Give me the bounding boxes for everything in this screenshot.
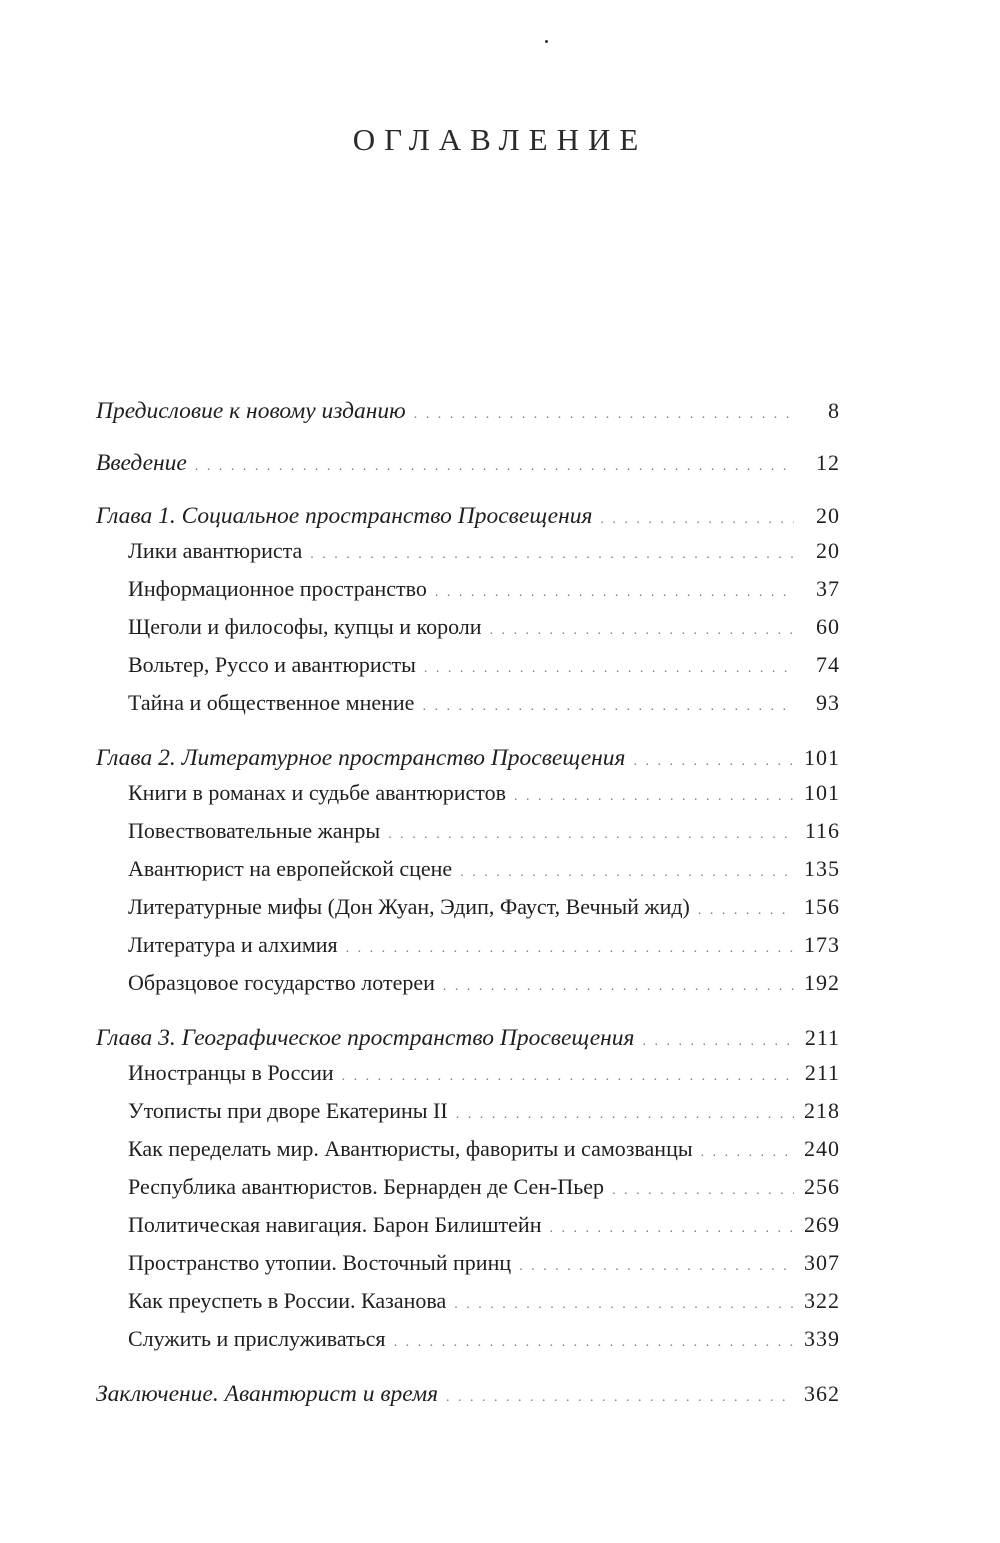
- toc-entry-label: Пространство утопии. Восточный принц: [128, 1250, 512, 1275]
- toc-entry-page: 101: [804, 745, 840, 770]
- toc-entry-page: 218: [804, 1098, 840, 1123]
- toc-entry-label: Республика авантюристов. Бернарден де Сен-Пьер: [128, 1174, 605, 1199]
- toc-dot-leader: [698, 904, 794, 918]
- toc-entry-page: 20: [816, 503, 840, 528]
- toc-entry-introduction[interactable]: [96, 452, 840, 476]
- toc-entry-page: 8: [828, 398, 840, 423]
- toc-entry-page: 116: [804, 818, 840, 843]
- toc-entry-page: 135: [804, 856, 840, 881]
- toc-dot-leader: [346, 942, 794, 956]
- toc-entry-page: 211: [804, 1025, 840, 1050]
- toc-entry-page: 93: [816, 690, 840, 715]
- toc-dot-leader: [642, 1035, 794, 1049]
- toc-entry-label: Как преуспеть в России. Казанова: [128, 1288, 447, 1313]
- toc-entry-label: Литература и алхимия: [128, 932, 338, 957]
- toc-dot-leader: [454, 1298, 794, 1312]
- toc-entry-label: Предисловие к новому изданию: [96, 398, 406, 424]
- toc-entry-page: 322: [804, 1288, 840, 1313]
- toc-entry-label: Как переделать мир. Авантюристы, фавориты и самозванцы: [128, 1136, 693, 1161]
- toc-entry-section[interactable]: [128, 782, 840, 804]
- toc-entry-page: 269: [804, 1212, 840, 1237]
- toc-entry-page: 240: [804, 1136, 840, 1161]
- toc-entry-page: 307: [804, 1250, 840, 1275]
- toc-entry-section[interactable]: [128, 858, 840, 880]
- toc-dot-leader: [600, 513, 794, 527]
- toc-entry-page: 12: [816, 450, 840, 475]
- toc-entry-label: Книги в романах и судьбе авантюристов: [128, 780, 507, 805]
- toc-entry-section[interactable]: [128, 1100, 840, 1122]
- toc-entry-page: 156: [804, 894, 840, 919]
- toc-entry-label: Заключение. Авантюрист и время: [96, 1381, 439, 1407]
- toc-entry-label: Введение: [96, 450, 187, 476]
- toc-entry-page: 20: [816, 538, 840, 563]
- toc-entry-label: Вольтер, Руссо и авантюристы: [128, 652, 416, 677]
- toc-entry-chapter-3[interactable]: [96, 1027, 840, 1051]
- toc-dot-leader: [519, 1260, 794, 1274]
- toc-entry-section[interactable]: [128, 578, 840, 600]
- toc-entry-label: Авантюрист на европейской сцене: [128, 856, 453, 881]
- toc-entry-label: Служить и прислуживаться: [128, 1326, 386, 1351]
- toc-dot-leader: [701, 1146, 794, 1160]
- toc-dot-leader: [310, 548, 794, 562]
- toc-entry-page: 37: [816, 576, 840, 601]
- toc-entry-section[interactable]: [128, 540, 840, 562]
- toc-dot-leader: [414, 408, 794, 422]
- toc-entry-section[interactable]: [128, 1252, 840, 1274]
- toc-dot-leader: [388, 828, 794, 842]
- toc-entry-label: Иностранцы в России: [128, 1060, 334, 1085]
- toc-dot-leader: [435, 586, 794, 600]
- toc-entry-page: 211: [804, 1060, 840, 1085]
- toc-entry-section[interactable]: [128, 1138, 840, 1160]
- toc-entry-section[interactable]: [128, 1328, 840, 1350]
- toc-entry-label: Образцовое государство лотереи: [128, 970, 435, 995]
- toc-entry-label: Утописты при дворе Екатерины II: [128, 1098, 448, 1123]
- toc-dot-leader: [549, 1222, 794, 1236]
- toc-entry-section[interactable]: [128, 616, 840, 638]
- toc-entry-page: 256: [804, 1174, 840, 1199]
- toc-entry-conclusion[interactable]: [96, 1383, 840, 1407]
- toc-entry-section[interactable]: [128, 820, 840, 842]
- toc-entry-label: Глава 3. Географическое пространство Просвещения: [96, 1025, 635, 1051]
- toc-dot-leader: [424, 662, 794, 676]
- toc-dot-leader: [633, 755, 794, 769]
- toc-entry-section[interactable]: [128, 1290, 840, 1312]
- toc-entry-section[interactable]: [128, 692, 840, 714]
- toc-entry-page: 192: [804, 970, 840, 995]
- toc-entry-label: Глава 2. Литературное пространство Просвещения: [96, 745, 626, 771]
- toc-dot-leader: [446, 1391, 794, 1405]
- toc-entry-preface[interactable]: [96, 400, 840, 424]
- toc-entry-chapter-1[interactable]: [96, 505, 840, 529]
- toc-dot-leader: [490, 624, 794, 638]
- toc-entry-label: Повествовательные жанры: [128, 818, 381, 843]
- toc-dot-leader: [422, 700, 794, 714]
- toc-entry-page: 362: [804, 1381, 840, 1406]
- toc-entry-section[interactable]: [128, 896, 840, 918]
- page-top-mark: [545, 40, 548, 43]
- toc-dot-leader: [342, 1070, 794, 1084]
- toc-entry-label: Щеголи и философы, купцы и короли: [128, 614, 482, 639]
- toc-entry-section[interactable]: [128, 1176, 840, 1198]
- toc-dot-leader: [443, 980, 794, 994]
- toc-entry-label: Лики авантюриста: [128, 538, 303, 563]
- toc-entry-section[interactable]: [128, 1214, 840, 1236]
- toc-entry-label: Литературные мифы (Дон Жуан, Эдип, Фауст, Вечный жид): [128, 894, 690, 919]
- toc-entry-page: 339: [804, 1326, 840, 1351]
- toc-entry-page: 173: [804, 932, 840, 957]
- toc-dot-leader: [195, 460, 794, 474]
- toc-entry-page: 60: [816, 614, 840, 639]
- toc-entry-chapter-2[interactable]: [96, 747, 840, 771]
- toc-dot-leader: [456, 1108, 794, 1122]
- toc-entry-label: Глава 1. Социальное пространство Просвещения: [96, 503, 593, 529]
- toc-dot-leader: [394, 1336, 794, 1350]
- toc-entry-section[interactable]: [128, 972, 840, 994]
- toc-entry-section[interactable]: [128, 654, 840, 676]
- toc-dot-leader: [612, 1184, 794, 1198]
- toc-entry-label: Политическая навигация. Барон Билиштейн: [128, 1212, 542, 1237]
- toc-entry-label: Информационное пространство: [128, 576, 427, 601]
- page-title: ОГЛАВЛЕНИЕ: [352, 122, 648, 157]
- toc-entry-section[interactable]: [128, 934, 840, 956]
- toc-dot-leader: [514, 790, 794, 804]
- toc-dot-leader: [460, 866, 794, 880]
- toc-entry-section[interactable]: [128, 1062, 840, 1084]
- toc-entry-label: Тайна и общественное мнение: [128, 690, 415, 715]
- toc-entry-page: 74: [816, 652, 840, 677]
- toc-entry-page: 101: [804, 780, 840, 805]
